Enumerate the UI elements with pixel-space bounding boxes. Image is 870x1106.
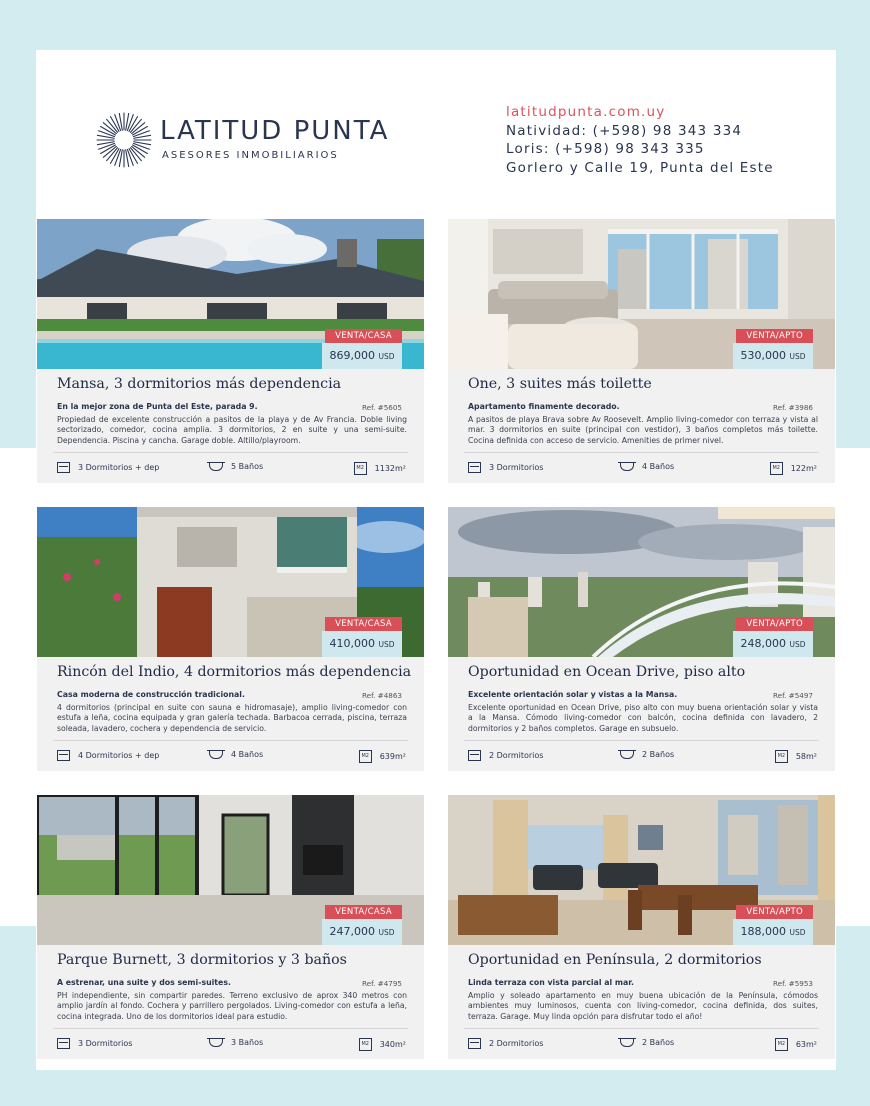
feature-area: M2 122m² (770, 462, 817, 475)
listing-subtitle: A estrenar, una suite y dos semi-suites. (57, 978, 231, 987)
contact-block (506, 103, 826, 177)
listing-type-badge: VENTA/APTO (736, 329, 813, 343)
listing-description: Excelente oportunidad en Ocean Drive, piso alto con muy buena orientación solar y vista a la Mansa. Cómodo living-comedor con balcón, cocina definida con lavadero, 2 dormitorios y 2 baños completos. Garage en subsuelo. (468, 703, 818, 733)
brand-logo[interactable] (94, 110, 434, 170)
divider (53, 1028, 408, 1029)
feature-area: M2 63m² (775, 1038, 817, 1051)
feature-bedrooms: 3 Dormitorios (57, 1038, 132, 1049)
feature-bedrooms: 2 Dormitorios (468, 750, 543, 761)
bathtub-icon (620, 462, 634, 471)
listing-description: 4 dormitorios (principal en suite con sauna e hidromasaje), amplio living-comedor con estufa a leña, cocina equipada y gran galería techada. Barbacoa cerrada, piscina, terraza soleada, lavadero, cochera y dependencia de servicio. (57, 703, 407, 733)
listing-title[interactable]: Rincón del Indio, 4 dormitorios más dependencia (57, 664, 412, 680)
listing-card-rincon-del-indio[interactable] (37, 507, 424, 771)
listing-subtitle: Linda terraza con vista parcial al mar. (468, 978, 634, 987)
website-link[interactable]: latitudpunta.com.uy (506, 104, 666, 120)
feature-bedrooms: 2 Dormitorios (468, 1038, 543, 1049)
price-badge: 410,000 USD (322, 631, 402, 657)
bed-icon (468, 462, 481, 473)
feature-baths: 4 Baños (209, 750, 263, 759)
listing-type-badge: VENTA/APTO (736, 905, 813, 919)
feature-bedrooms: 3 Dormitorios (468, 462, 543, 473)
feature-baths: 2 Baños (620, 750, 674, 759)
listing-ref: Ref. #5605 (362, 403, 402, 412)
listing-description: Amplio y soleado apartamento en muy buena ubicación de la Península, cómodos ambientes muy luminosos, cuenta con living-comedor, cocina definida, dos suites, terraza. Garage. Muy linda opción para disfrutar todo el año! (468, 991, 818, 1021)
listing-type-badge: VENTA/CASA (325, 617, 402, 631)
listing-description: A pasitos de playa Brava sobre Av Roosevelt. Amplio living-comedor con terraza y vista al mar. 3 dormitorios en suite (principal con vestidor), 3 baños completos más toilette. Cocina definida con acceso de servicio. Amenities de primer nivel. (468, 415, 818, 445)
area-icon: M2 (775, 1038, 788, 1051)
listing-ref: Ref. #3986 (773, 403, 813, 412)
listing-ref: Ref. #5953 (773, 979, 813, 988)
listing-description: Propiedad de excelente construcción a pasitos de la playa y de Av Francia. Doble living sectorizado, comedor, cocina amplia. 3 dormitorios, 2 en suite y una semi-suite. Dependencia. Piscina y cancha. Garage doble. Altillo/playroom. (57, 415, 407, 445)
phone-natividad[interactable]: Natividad: (+598) 98 343 334 (506, 122, 743, 139)
listing-description: PH independiente, sin compartir paredes. Terreno exclusivo de aprox 340 metros con amplio jardín al fondo. Cochera y parrillero pergolados. Living-comedor con estufa a leña, cocina integrada. Uno de los dormitorios ideal para estudio. (57, 991, 407, 1021)
divider (464, 740, 819, 741)
listing-title[interactable]: Mansa, 3 dormitorios más dependencia (57, 376, 342, 392)
area-icon: M2 (354, 462, 367, 475)
listing-subtitle: Excelente orientación solar y vistas a la Mansa. (468, 690, 678, 699)
feature-area: M2 58m² (775, 750, 817, 763)
listing-title[interactable]: Oportunidad en Ocean Drive, piso alto (468, 664, 746, 680)
divider (53, 740, 408, 741)
divider (464, 452, 819, 453)
listing-title[interactable]: One, 3 suites más toilette (468, 376, 652, 392)
listing-card-mansa[interactable] (37, 219, 424, 483)
feature-baths: 4 Baños (620, 462, 674, 471)
price-badge: 869,000 USD (322, 343, 402, 369)
listing-ref: Ref. #5497 (773, 691, 813, 700)
listing-title[interactable]: Oportunidad en Península, 2 dormitorios (468, 952, 762, 968)
listing-card-ocean-drive[interactable] (448, 507, 835, 771)
feature-area: M2 639m² (359, 750, 406, 763)
bed-icon (57, 1038, 70, 1049)
feature-bedrooms: 3 Dormitorios + dep (57, 462, 159, 473)
bathtub-icon (209, 1038, 223, 1047)
bathtub-icon (209, 462, 223, 471)
feature-area: M2 1132m² (354, 462, 406, 475)
price-badge: 248,000 USD (733, 631, 813, 657)
listing-subtitle: Casa moderna de construcción tradicional. (57, 690, 245, 699)
listing-card-peninsula[interactable] (448, 795, 835, 1059)
brand-subtitle: ASESORES INMOBILIARIOS (162, 150, 339, 161)
bed-icon (468, 750, 481, 761)
bed-icon (57, 750, 70, 761)
bed-icon (468, 1038, 481, 1049)
listing-type-badge: VENTA/APTO (736, 617, 813, 631)
bed-icon (57, 462, 70, 473)
listing-subtitle: En la mejor zona de Punta del Este, parada 9. (57, 402, 258, 411)
bathtub-icon (620, 1038, 634, 1047)
price-badge: 530,000 USD (733, 343, 813, 369)
sunburst-icon (94, 110, 154, 170)
office-address: Gorlero y Calle 19, Punta del Este (506, 159, 774, 176)
area-icon: M2 (359, 750, 372, 763)
feature-baths: 3 Baños (209, 1038, 263, 1047)
divider (53, 452, 408, 453)
feature-baths: 5 Baños (209, 462, 263, 471)
feature-bedrooms: 4 Dormitorios + dep (57, 750, 159, 761)
listing-ref: Ref. #4795 (362, 979, 402, 988)
phone-loris[interactable]: Loris: (+598) 98 343 335 (506, 141, 705, 157)
area-icon: M2 (359, 1038, 372, 1051)
listing-type-badge: VENTA/CASA (325, 905, 402, 919)
price-badge: 247,000 USD (322, 919, 402, 945)
area-icon: M2 (775, 750, 788, 763)
bathtub-icon (209, 750, 223, 759)
brand-name: LATITUD PUNTA (160, 116, 390, 146)
listing-ref: Ref. #4863 (362, 691, 402, 700)
bathtub-icon (620, 750, 634, 759)
divider (464, 1028, 819, 1029)
listing-card-parque-burnett[interactable] (37, 795, 424, 1059)
listing-card-one[interactable] (448, 219, 835, 483)
listing-type-badge: VENTA/CASA (325, 329, 402, 343)
listing-title[interactable]: Parque Burnett, 3 dormitorios y 3 baños (57, 952, 347, 968)
listing-subtitle: Apartamento finamente decorado. (468, 402, 620, 411)
area-icon: M2 (770, 462, 783, 475)
feature-baths: 2 Baños (620, 1038, 674, 1047)
feature-area: M2 340m² (359, 1038, 406, 1051)
price-badge: 188,000 USD (733, 919, 813, 945)
